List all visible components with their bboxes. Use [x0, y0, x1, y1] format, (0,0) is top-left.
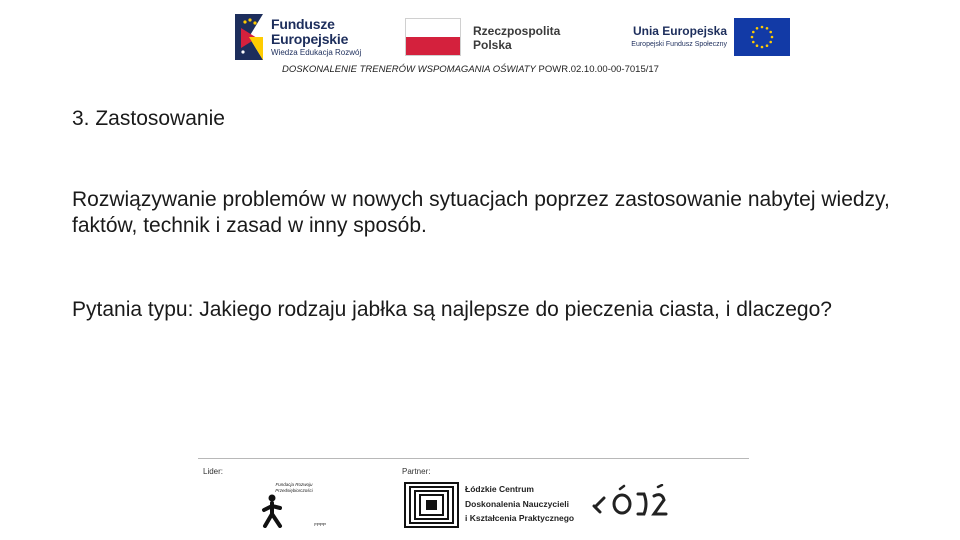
fe-logo-tagline: Wiedza Edukacja Rozwój: [271, 48, 362, 57]
partner-logo-line2: Doskonalenia Nauczycieli: [465, 499, 569, 509]
concentric-squares-icon: [404, 482, 459, 528]
eu-flag-icon: [734, 18, 790, 56]
project-title: [282, 64, 702, 75]
poland-flag-icon: [405, 18, 461, 56]
ue-logo-line2: Europejski Fundusz Społeczny: [631, 41, 727, 48]
leader-label: Lider:: [203, 467, 224, 476]
slide-heading: 3. Zastosowanie: [72, 107, 225, 130]
fundusze-europejskie-logo: [235, 14, 375, 60]
ue-logo-line1: Unia Europejska: [632, 24, 727, 38]
footer-divider: [198, 458, 749, 459]
leader-logo-line2: Przedsiębiorczości: [275, 488, 313, 493]
leader-logo: [258, 478, 330, 528]
walking-figure-icon: [260, 494, 284, 528]
definition-paragraph: Rozwiązywanie problemów w nowych sytuacjach poprzez zastosowanie nabytej wiedzy, faktów, technik i zasad w inny sposób.: [72, 188, 890, 237]
partner-logo-line3: i Kształcenia Praktycznego: [465, 513, 575, 523]
project-name: DOSKONALENIE TRENERÓW WSPOMAGANIA OŚWIATY: [282, 64, 536, 75]
partner-label: Partner:: [402, 467, 431, 476]
leader-logo-footer: FPPP: [314, 522, 326, 527]
project-code: POWR.02.10.00-00-7015/17: [535, 64, 659, 75]
pl-logo-line2: Polska: [473, 38, 512, 52]
partner-logo-line1: Łódzkie Centrum: [465, 484, 534, 494]
pl-logo-line1: Rzeczpospolita: [473, 24, 561, 38]
example-question-paragraph: Pytania typu: Jakiego rodzaju jabłka są najlepsze do pieczenia ciasta, i dlaczego?: [72, 298, 832, 321]
fe-logo-line1: Fundusze: [271, 16, 335, 32]
rzeczpospolita-polska-logo: [405, 18, 575, 58]
lodz-city-logo: [590, 484, 670, 520]
fe-logo-line2: Europejskie: [271, 31, 349, 47]
leader-logo-line1: Fundacja Rozwoju: [275, 482, 313, 487]
unia-europejska-logo: [600, 18, 790, 58]
partner-logo: [404, 482, 575, 528]
fundusze-europejskie-mark-icon: [235, 14, 265, 60]
